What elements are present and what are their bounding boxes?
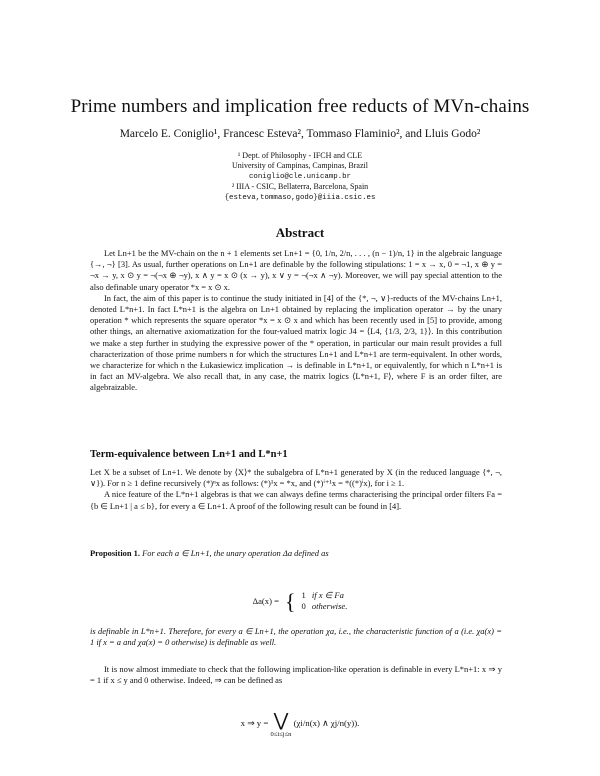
abstract-body [90,248,502,394]
affiliation-1-university: University of Campinas, Campinas, Brazil [232,161,368,171]
proposition-continuation: is definable in L*n+1. Therefore, for every a ∈ Ln+1, the operation χa, i.e., the characteristic function of a (i.e. χa(x) = 1 if x = a and χa(x) = 0 otherwise) is definable as well. [90,626,502,648]
closing-paragraph: It is now almost immediate to check that the following implication-like operation is definable in every L*n+1: x ⇒ y = 1 if x ≤ y and 0 otherwise. Indeed, ⇒ can be defined as [90,664,502,686]
affiliation-1-email: coniglio@cle.unicamp.br [248,172,351,181]
delta-definition [0,590,600,612]
proposition-statement: For each a ∈ Ln+1, the unary operation Δa defined as [142,548,329,558]
closing-block [90,664,502,686]
formula-lhs: x ⇒ y = [240,718,269,729]
formula-big-join [271,710,292,738]
proposition-continuation-block [90,626,502,648]
proposition-label: Proposition 1. [90,548,141,558]
section-body [90,467,502,512]
formula-operator: ⋁ [273,710,289,730]
affiliations [0,151,600,203]
case-2-condition: otherwise. [311,601,348,611]
author-list: Marcelo E. Coniglio¹, Francesc Esteva², Tommaso Flaminio², and Lluis Godo² [119,128,481,140]
section-paragraph-1: Let X be a subset of Ln+1. We denote by ⟨X⟩* the subalgebra of L*n+1 generated by X (in the reduced language {*, ¬, ∨}). For n ≥ 1 define recursively (*)ⁿx as follows: (*)¹x = *x, and (*)ⁱ⁺¹x = *((*)ⁱx), for i ≥ 1. [90,467,502,489]
abstract-paragraph-1: Let Ln+1 be the MV-chain on the n + 1 elements set Ln+1 = {0, 1/n, 2/n, . . . , (n − 1)/n, 1} in the algebraic language {→, ¬} [3]. As usual, further operations on Ln+1 are definable by the following stipulations: 1 = x → x, 0 = ¬1, x ⊕ y = ¬x → y, x ⊙ y = ¬(¬x ⊕ ¬y), x ∧ y = x ⊙ (x → y), x ∨ y = ¬(¬x ∧ ¬y). Moreover, we will pay special attention to the also definable unary operator *x = x ⊙ x. [90,248,502,292]
abstract-heading: Abstract [275,225,325,240]
abstract-paragraph-2: In fact, the aim of this paper is to continue the study initiated in [4] of the {*, ¬, ∨}-reducts of the MV-chains Ln+1, denoted L*n+1. In fact L*n+1 is the algebra on Ln+1 obtained by replacing the implication operator → by the unary operation * which represents the square operator *x = x ⊙ x and which has been recently used in [5] to provide, among other things, an alternative axiomatization for the four-valued matrix logic J4 = ⟨L4, {1/3, 2/3, 1}⟩. In this contribution we make a step further in studying the expressive power of the * operation, in particular our main result provides a full characterization of those prime numbers n for which the structures Ln+1 and L*n+1 are term-equivalent. In other words, we characterize for which n the Łukasiewicz implication → is definable in L*n+1, or equivalently, for which n L*n+1 is in fact an MV-algebra. We also recall that, in any case, the matrix logics ⟨L*n+1, F⟩, where F is an order filter, are algebraizable. [90,292,502,393]
formula-rhs: (χi/n(x) ∧ χj/n(y)). [293,718,360,729]
implication-formula [0,710,600,738]
cases-lhs: Δa(x) = [252,595,279,606]
affiliation-1-dept: ¹ Dept. of Philosophy - IFCH and CLE [237,151,363,160]
case-1-value: 1 [301,590,306,600]
formula-index: 0≤i≤j≤n [270,731,292,738]
cases-brace: { [284,588,296,614]
section-heading: Term-equivalence between Ln+1 and L*n+1 [90,449,288,460]
affiliation-2-institute: ² IIIA - CSIC, Bellaterra, Barcelona, Spain [231,182,369,192]
case-1-condition: if x ∈ Fa [311,590,344,600]
proposition-block [90,548,502,559]
section-paragraph-2: A nice feature of the L*n+1 algebras is that we can always define terms characterising the principal order filters Fa = {b ∈ Ln+1 | a ≤ b}, for every a ∈ Ln+1. A proof of the following result can be found in [4]. [90,489,502,511]
case-2-value: 0 [301,601,306,611]
paper-title: Prime numbers and implication free reducts of MVn-chains [70,96,530,117]
affiliation-2-email: {esteva,tommaso,godo}@iiia.csic.es [224,193,376,202]
